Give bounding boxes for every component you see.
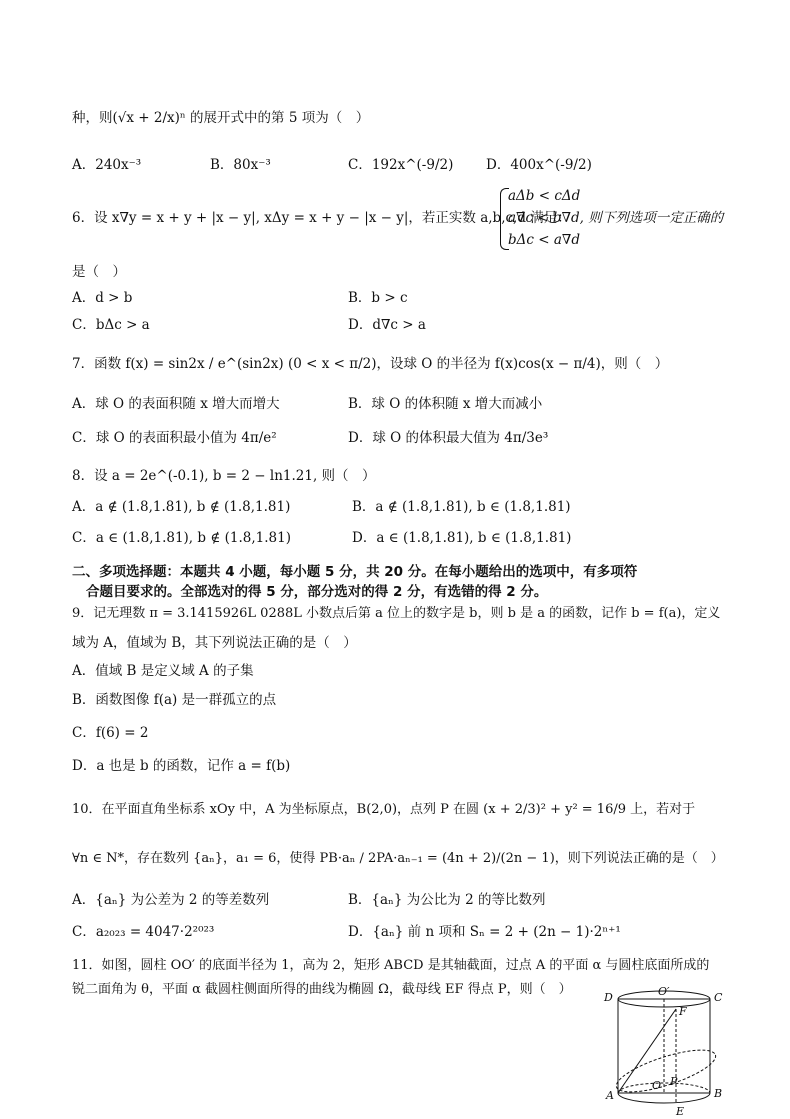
section2-line2: 合题目要求的。全部选对的得 5 分，部分选对的得 2 分，有选错的得 2 分。 [86, 584, 548, 600]
q9-line1: 9．记无理数 π = 3.1415926L 0288L 小数点后第 a 位上的数字是 b，则 b 是 a 的函数，记作 b = f(a)，定义 [72, 606, 721, 621]
q11-line1: 11．如图，圆柱 OO′ 的底面半径为 1，高为 2，矩形 ABCD 是其轴截面，过点 A 的平面 α 与圆柱底面所成的 [72, 958, 710, 973]
q5-option-d: D．400x^(-9/2) [486, 157, 592, 173]
q6-cond2: a∇c < b∇d, 则下列选项一定正确的 [508, 210, 724, 226]
q5-option-b: B．80x⁻³ [210, 157, 271, 173]
q8-option-d: D．a ∈ (1.8,1.81), b ∈ (1.8,1.81) [352, 530, 572, 546]
q6-option-d: D．d∇c > a [348, 317, 426, 333]
q8-option-b: B．a ∉ (1.8,1.81), b ∈ (1.8,1.81) [352, 499, 571, 515]
q10-option-c: C．a₂₀₂₃ = 4047·2²⁰²³ [72, 924, 215, 940]
q8-option-a: A．a ∉ (1.8,1.81), b ∉ (1.8,1.81) [72, 499, 291, 515]
q8-stem: 8．设 a = 2e^(-0.1), b = 2 − ln1.21, 则（ ） [72, 468, 376, 484]
q9-option-c: C．f(6) = 2 [72, 725, 149, 741]
q7-option-a: A．球 O 的表面积随 x 增大而增大 [72, 396, 280, 412]
fig-label-f: F [679, 1005, 687, 1018]
q9-option-b: B．函数图像 f(a) 是一群孤立的点 [72, 692, 277, 708]
q9-option-d: D．a 也是 b 的函数，记作 a = f(b) [72, 758, 291, 774]
fig-label-e: E [676, 1105, 685, 1117]
q5-stem: 种，则(√x + 2/x)ⁿ 的展开式中的第 5 项为（ ） [72, 110, 370, 126]
q10-line2: ∀n ∈ N*，存在数列 {aₙ}，a₁ = 6，使得 PB·aₙ / 2PA·aₙ₋₁ = (4n + 2)/(2n − 1)，则下列说法正确的是（ ） [72, 851, 724, 866]
q7-option-d: D．球 O 的体积最大值为 4π/3e³ [348, 430, 549, 446]
q7-option-b: B．球 O 的体积随 x 增大而减小 [348, 396, 543, 412]
q10-option-d: D．{aₙ} 前 n 项和 Sₙ = 2 + (2n − 1)·2ⁿ⁺¹ [348, 924, 621, 940]
q7-stem: 7．函数 f(x) = sin2x / e^(sin2x) (0 < x < π/2)，设球 O 的半径为 f(x)cos(x − π/4)，则（ ） [72, 356, 669, 372]
fig-label-a: A [606, 1089, 614, 1102]
q5-option-a: A．240x⁻³ [72, 157, 142, 173]
q6-tail: 是（ ） [72, 264, 126, 280]
q7-option-c: C．球 O 的表面积最小值为 4π/e² [72, 430, 277, 446]
q6-cond3: bΔc < a∇d [508, 232, 580, 248]
fig-label-o: O [652, 1079, 662, 1092]
fig-label-c: C [714, 991, 723, 1004]
q9-line2: 域为 A，值域为 B，其下列说法正确的是（ ） [72, 635, 357, 651]
fig-label-p: P [670, 1075, 678, 1088]
q6-option-a: A．d > b [72, 290, 133, 306]
q5-option-c: C．192x^(-9/2) [348, 157, 454, 173]
fig-label-d: D [604, 991, 613, 1004]
cylinder-figure [600, 985, 730, 1117]
q11-line2: 锐二面角为 θ，平面 α 截圆柱侧面所得的曲线为椭圆 Ω，截母线 EF 得点 P，则（ ） [72, 982, 572, 997]
q10-line1: 10．在平面直角坐标系 xOy 中，A 为坐标原点，B(2,0)，点列 P 在圆 (x + 2/3)² + y² = 16/9 上，若对于 [72, 802, 696, 817]
q6-option-b: B．b > c [348, 290, 408, 306]
q6-cond1: aΔb < cΔd [508, 188, 581, 204]
q9-option-a: A．值域 B 是定义域 A 的子集 [72, 663, 254, 679]
section2-line1: 二、多项选择题：本题共 4 小题，每小题 5 分，共 20 分。在每小题给出的选项中，有多项符 [72, 564, 638, 580]
q6-option-c: C．bΔc > a [72, 317, 150, 333]
q10-option-b: B．{aₙ} 为公比为 2 的等比数列 [348, 892, 546, 908]
fig-label-o1: O′ [658, 985, 670, 998]
q10-option-a: A．{aₙ} 为公差为 2 的等差数列 [72, 892, 270, 908]
q6-stem: 6．设 x∇y = x + y + |x − y|, xΔy = x + y − |x − y|，若正实数 a,b,c,d 满足： [72, 210, 571, 226]
q8-option-c: C．a ∈ (1.8,1.81), b ∉ (1.8,1.81) [72, 530, 291, 546]
fig-label-b: B [714, 1087, 723, 1100]
